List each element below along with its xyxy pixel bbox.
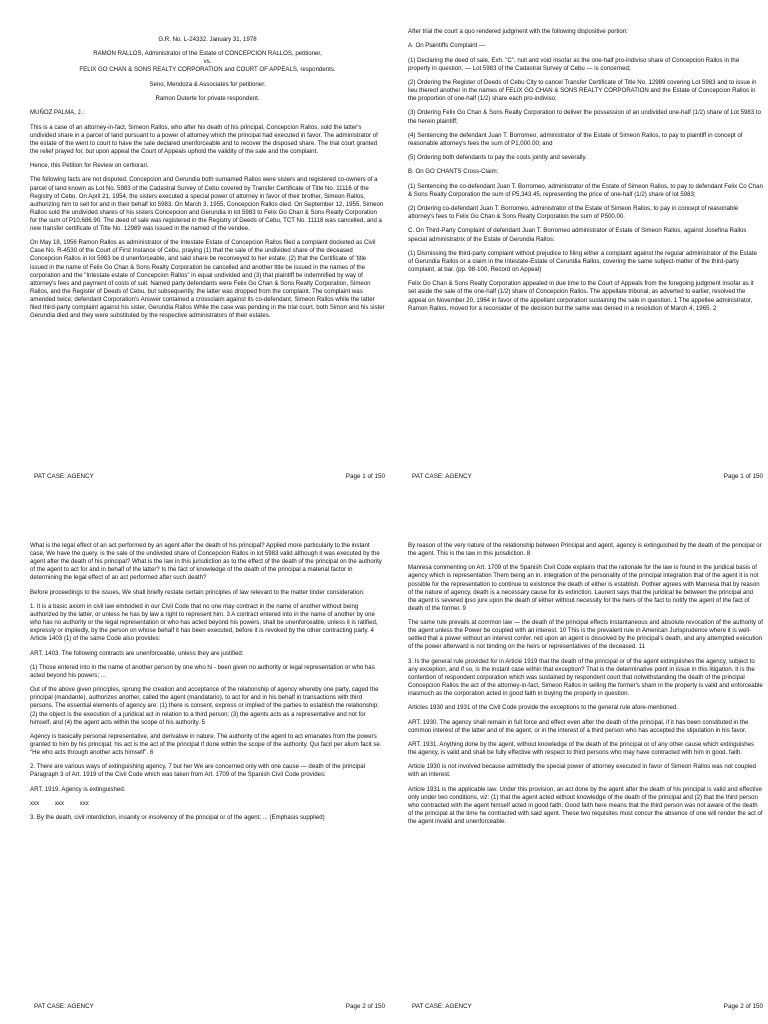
paragraph: ART. 1931. Anything done by the agent, without knowledge of the death of the principal or of any other cause which extinguishes the agency, is valid and shall be fully effective with respect to third persons who may have contracted with him in good. faith.	[408, 741, 755, 757]
paragraph: C. On Third-Party Complaint of defendant Juan T. Borromeo administrator of Estate of Simeon Rallos, against Josefina Rallos special administratrix of the Estate of Gerundia Rallos:	[408, 227, 747, 243]
paragraph: A. On Plaintiffs Complaint —	[408, 42, 486, 50]
ponente: MUÑOZ PALMA, J.:	[30, 109, 85, 117]
paragraph: Before proceedings to the issues, We shall briefly restate certain principles of law relevant to the matter tinder consideration.	[30, 588, 365, 596]
paragraph: ART. 1930. The agency shall remain in full force and effect even after the death of the principal, if it has been constituted in the common interest of the latter and of the agent, or in the interest of a third person who has accepted the stipulation in his favor.	[408, 718, 749, 734]
versus-line: vs.	[203, 58, 212, 66]
paragraph: 2. There are various ways of extinguishing agency, 7 but her We are concerned only with one cause — death of the principal Paragraph 3 of Art. 1919 of the Civil Code which was taken from Art. 1709 of the Spanish Civil Code provides:	[30, 763, 366, 779]
counsel-respondent: Ramon Duterte for private respondent.	[155, 95, 260, 103]
page-3-footer	[30, 1003, 385, 1012]
footer-title: PAT CASE: AGENCY	[412, 1003, 472, 1010]
paragraph: (1) Dismissing the third-party complaint without prejudice to filing either a complaint against the regular administrator of the Estate of Gerundia Rallos or a claim in the Intestate-Estate of Cerundia Rallos, covering the same subject-matter of the third-party complaint, at bar. (pp. 98-100, Record on Appeal)	[408, 249, 757, 274]
paragraph: Articles 1930 and 1931 of the Civil Code provide the exceptions to the general rule afore-mentioned.	[408, 704, 678, 712]
page-number: Page 2 of 150	[723, 1003, 763, 1010]
paragraph: (4) Sentencing the defendant Juan T. Borromeo, administrator of the Estate of Simeon Rallos, to pay to plaintiff in concept of reasonable attorney's fees the sum of P1,000.00; and	[408, 131, 743, 147]
omission-marks	[30, 800, 385, 808]
omission-mark: xxx	[79, 800, 89, 808]
paragraph: Hence, this Petition for Review on certiorari.	[30, 162, 149, 170]
page-1-footer	[30, 473, 385, 482]
paragraph: ART. 1403. The following contracts are unenforceable, unless they are justified:	[30, 649, 244, 657]
paragraph: Felix Go Chan & Sons Realty Corporation appealed in due time to the Court of Appeals from the foregoing judgment insofar as it set aside the sale of the one-half (1/2) share of Concepcion Rallos. The appellate tribunal, as adverted to earlier, resolved the appeal on November 20, 1964 in favor of the appellant corporation sustaining the sale in question. 1 The appellee administrator, Ramon Rallos, moved for a reconsider of the decision but the same was denied in a resolution of March 4, 1965. 2	[408, 280, 754, 312]
paragraph: (1) Sentencing the co-defendant Juan T. Borromeo, administrator of the Estate of Simeon Rallos, to pay to defendant Felix Co Chan & Sons Realty Corporation the sum of P5,343.45, representing the price of one-half (1/2) share of lot 5983;	[408, 182, 763, 198]
page-4-footer	[408, 1003, 763, 1012]
respondent-line: FELIX GO CHAN & SONS REALTY CORPORATION and COURT OF APPEALS, respondents.	[79, 66, 336, 74]
paragraph: Agency is basically personal representative, and derivative in nature. The authority of the agent to act emanates from the powers granted to him by his principal; his act is the act of the principal if done within the scope of the authority. Qui facit per alium facit se. "He who acts through another acts himself". 6	[30, 732, 382, 757]
omission-mark: xxx	[30, 800, 40, 808]
page-number: Page 1 of 150	[723, 473, 763, 480]
paragraph: (2) Ordering co-defendant Juan T. Borromeo, administrator of the Estate of Simeon Rallos, to pay in concept of reasonable attorney's fees to Felix Go Chan & Sons Realty Corporation the sum of P500.00.	[408, 205, 739, 221]
paragraph: (5) Ordering both defendants to pay the costs jointly and severally.	[408, 154, 587, 162]
footer-title: PAT CASE: AGENCY	[412, 473, 472, 480]
paragraph: On May 18, 1956 Ramon Rallos as administrator of the Intestate Estate of Concepcion Rallos filed a complaint docketed as Civil Case No. R-4530 of the Court of First Instance of Cebu, praying (1) that the sale of the undivided share of the deceased Concepcion Rallos in lot 5983 be d unenforceable, and said share be reconveyed to her estate; (2) that the Certificate of 'title issued in the name of Felix Go Chan & Sons Realty Corporation be cancelled and another title be issued in the names of the corporation and the "Intestate estate of Concepcion Rallos" in equal undivided and (3) that plaintiff be indemnified by way of attorney's fees and payment of costs of suit. Named party defendants were Felix Go Chan & Sons Realty Corporation, Simeon Rallos, and the Register of Deeds of Cebu, but subsequently, the latter was dropped from the complaint. The complaint was amended twice; defendant Corporation's Answer contained a crossclaim against its co-defendant, Simeon Rallos while the latter filed third-party complaint against his sister, Gerundia Rallos While the case was pending in the trial court, both Simon and his sister Gerundia died and they were substituted by the respective administrators of their estates.	[30, 239, 385, 320]
paragraph: By reason of the very nature of the relationship between Principal and agent, agency is extinguished by the death of the principal or the agent. This is the law in this jurisdiction. 8	[408, 542, 762, 558]
counsel-petitioner: Seno, Mendoza & Associates for petitioner.	[149, 80, 266, 88]
petitioner-line: RAMON RALLOS, Administrator of the Estate of CONCEPCION RALLOS, petitioner,	[93, 50, 322, 58]
paragraph: Out of the above given principles, sprung the creation and acceptance of the relationship of agency whereby one party, caged the principal (mandante), authorizes another, called the agent (mandatario), to act for and in his behalf in transactions with third persons. The essential elements of agency are: (1) there is consent, express or implied of the parties to establish the relationship; (2) the object is the execution of a juridical act in relation to a third person; (3) the agents acts as a representative and not for himself, and (4) the agent acts within the scope of his authority. 5	[30, 686, 379, 726]
footer-title: PAT CASE: AGENCY	[34, 473, 94, 480]
paragraph: (1) Declaring the deed of sale, Exh. "C", null and void insofar as the one-half pro-indiviso share of Concepcion Rallos in the property in question, — Lot 5983 of the Cadastral Survey of Cebu — is concerned;	[408, 56, 740, 72]
footer-title: PAT CASE: AGENCY	[34, 1003, 94, 1010]
page-number: Page 2 of 150	[345, 1003, 385, 1010]
case-number: G.R. No. L-24332. January 31, 1978	[158, 36, 257, 43]
paragraph: (2) Ordering the Register of Deeds of Cebu City to cancel Transfer Certificate of Title No. 12989 covering Lot 5983 and to issue in lieu thereof another in the names of FELIX GO CHAN & SONS REALTY CORPORATION and the Estate of Concepcion Rallos in the proportion of one-half (1/2) share each pro-indiviso;	[408, 78, 757, 103]
page-1-text	[30, 36, 385, 486]
page-2-text	[408, 28, 763, 486]
paragraph: The following facts are not disputed. Concepcion and Gerundia both surnamed Rallos were sisters and registered co-owners of a parcel of land known as Lot No. 5983 of the Cadastral Survey of Cebu covered by Transfer Certificate of Title No. 11116 of the Registry of Cebu. On April 21, 1954, the sisters executed a special power of attorney in favor of their brother, Simeon Rallos, authorizing him to sell for and in their behalf lot 5983. On March 3, 1955, Concepcion Rallos died. On September 12, 1955, Simeon Rallos sold the undivided shares of his sisters Concepcion and Gerundia in lot 5983 to Felix Go Chan & Sons Realty Corporation for the sum of P10,686.90. The deed of sale was registered in the Registry of Deeds of Cebu, TCT No. 11118 was cancelled, and a new transfer certificate of Title No. 12989 was issued in the named of the vendee.	[30, 176, 384, 232]
paragraph: The same rule prevails at common law — the death of the principal effects instantaneous and absolute revocation of the authority of the agent unless the Power be coupled with an interest. 10 This is the prevalent rule in American Jurisprudence where it is well-settled that a power without an interest confer. red upon an agent is dissolved by the principal's death, and any attempted execution of the power afterward is not binding on the heirs or representatives of the deceased. 11	[408, 619, 763, 651]
paragraph: (1) Those entered into in the name of another person by one who hi - been given no authority or legal representation or who has acted beyond his powers; ...	[30, 663, 375, 679]
page-4-text	[408, 542, 763, 982]
paragraph: 3. Is the general rule provided for in Article 1919 that the death of the principal or of the agent extinguishes the agency, subject to any exception, and if so, is the instant case within that exception? That is the determinative point in issue in this litigation. It is the contention of respondent corporation which was sustained by respondent court that notwithstanding the death of the principal Concepcion Rallos the act of the attorney-in-fact, Simeon Rallos in selling the former's sham in the property is valid and enforceable inasmuch as the corporation acted in good faith in buying the property in question.	[408, 657, 763, 698]
paragraph: B. On GO CHANTS Cross-Claim:	[408, 168, 499, 176]
page-number: Page 1 of 150	[345, 473, 385, 480]
paragraph: Manresa commenting on Art. 1709 of the Spanish Civil Code explains that the rationale for the law is found in the juridical basis of agency which is representation Them being an in. integration of the personality of the principal integration that of the agent it is not possible for the representation to continue to existonce the death of either is establish. Pothier agrees with Manresa that by reason of the nature of agency, death is a necessary cause for its extinction. Laurent says that the juridical tie between the principal and the agent is severed ipso jure upon the death of either without necessity for the heirs of the fact to notify the agent of the fact of death of the former. 9	[408, 564, 760, 612]
page-3-text	[30, 542, 385, 982]
page-2-footer	[408, 473, 763, 482]
paragraph: (3) Ordering Felix Go Chan & Sons Realty Corporation to deliver the possession of an undivided one-half (1/2) share of Lot 5983 to the herein plaintiff;	[408, 109, 761, 125]
paragraph: ART. 1919. Agency is extinguished.	[30, 785, 126, 793]
paragraph: Article 1930 is not involved because admittedly the special power of attorney executed in favor of Simeon Rallos was not coupled with an interest.	[408, 763, 756, 779]
paragraph: Article 1931 is the applicable law. Under this provision, an act done by the agent after the death of his principal is valid and effective only under two conditions, viz: (1) that the agent acted without knowledge of the death of the principal and (2) that the third person who contracted with the agent himself acted in good faith. Good faith here means that the third person was not aware of the death of the principal at the time he contracted with said agent. These two requisites must concur the absence of one will render the act of the agent invalid and unenforceable.	[408, 785, 763, 826]
paragraph: This is a case of an attorney-in-fact, Simeon Rallos, who after his death of his principal, Concepcion Rallos, sold the latter's undivided share in a parcel of land pursuant to a power of attorney which the principal had executed in favor. The administrator of the estate of the went to court to have the sale declared unenforceable and to recover the disposed share. The trial court granted the relief prayed for, but upon appeal the Court of Appeals uphold the validity of the sale and the complaint.	[30, 123, 378, 155]
omission-mark: xxx	[54, 800, 64, 808]
paragraph: What is the legal effect of an act performed by an agent after the death of his principal? Applied more particularly to the instant case, We have the query. is the sale of the undivided share of Concepcion Rallos in lot 5983 valid although it was executed by the agent after the death of his principal? What is the law in this jurisdiction as to the effect of the death of the principal on the authority of the agent to act for and in behalf of the latter? Is the fact of knowledge of the death of the principal a material factor in determining the legal effect of an act performed after such death?	[30, 542, 382, 582]
paragraph: 1. It is a basic axiom in civil law embodied in our Civil Code that no one may contract in the name of another without being authorized by the latter, or unless he has by law a right to represent him. 3 A contract entered into in the name of another by one who has no authority or the legal representation or who has acted beyond his powers, shall be unenforceable, unless it is ratified, expressly or impliedly, by the person on whose behalf it has been executed, before it is revoked by the other contracting party. 4 Article 1403 (1) of the same Code also provides:	[30, 602, 378, 643]
paragraph: 3. By the death, civil interdiction, insanity or insolvency of the principal or of the agent; ... (Emphasis supplied)	[30, 814, 325, 822]
paragraph: After trial the court a quo rendered judgment with the following dispositive portion:	[408, 28, 628, 35]
